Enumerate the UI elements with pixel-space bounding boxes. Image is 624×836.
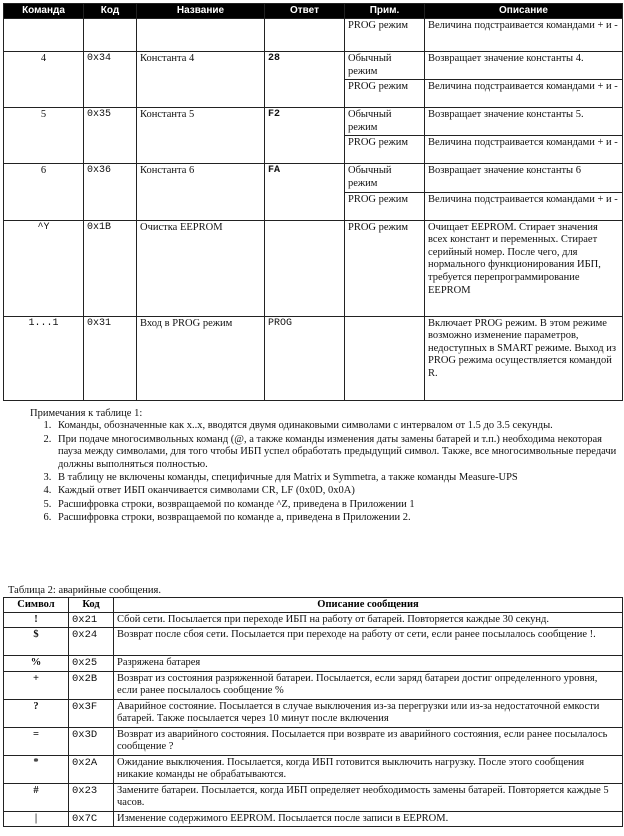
cell-symbol: = — [4, 727, 69, 755]
list-item: 4. Каждый ответ ИБП оканчивается символами CR, LF (0x0D, 0x0A) — [54, 485, 618, 497]
header-code: Код — [84, 4, 137, 19]
cell-description: Величина подстраивается командами + и - — [425, 192, 623, 220]
cell-command — [4, 19, 84, 52]
cell-code: 0x31 — [84, 316, 137, 400]
alarm-messages-table — [3, 597, 623, 827]
cell-description: Аварийное состояние. Посылается в случае выключения из-за перегрузки или из-за недостаточной емкости батарей. Также посылается через 10 минут после включения — [114, 699, 623, 727]
table1-notes — [28, 408, 618, 526]
cell-code: 0x3F — [69, 699, 114, 727]
cell-description: Очищает EEPROM. Стирает значения всех констант и переменных. Стирает серийный номер. После чего, для нормального функционирования ИБП, требуется перепрограммирование EEPROM — [425, 220, 623, 316]
cell-description: Возвращает значение константы 6 — [425, 164, 623, 192]
cell-mode: PROG режим — [345, 220, 425, 316]
cell-symbol: | — [4, 811, 69, 826]
cell-name: Константа 5 — [137, 108, 265, 164]
cell-mode: PROG режим — [345, 136, 425, 164]
table-row — [4, 656, 623, 671]
table-row — [4, 613, 623, 628]
cell-mode: PROG режим — [345, 19, 425, 52]
cell-code: 0x23 — [69, 783, 114, 811]
cell-mode: PROG режим — [345, 192, 425, 220]
cell-code: 0x36 — [84, 164, 137, 220]
cell-mode: Обычный режим — [345, 52, 425, 80]
cell-code: 0x1B — [84, 220, 137, 316]
cell-description: Величина подстраивается командами + и - — [425, 136, 623, 164]
table-row — [4, 755, 623, 783]
cell-code: 0x24 — [69, 628, 114, 656]
cell-code: 0x21 — [69, 613, 114, 628]
cell-mode — [345, 316, 425, 400]
list-item: 6. Расшифровка строки, возвращаемой по команде a, приведена в Приложении 2. — [54, 512, 618, 524]
cell-name: Вход в PROG режим — [137, 316, 265, 400]
cell-symbol: $ — [4, 628, 69, 656]
cell-mode: Обычный режим — [345, 164, 425, 192]
cell-symbol: ! — [4, 613, 69, 628]
cell-code: 0x2B — [69, 671, 114, 699]
cell-code: 0x2A — [69, 755, 114, 783]
header-code: Код — [69, 598, 114, 613]
table-row — [4, 727, 623, 755]
table-row — [4, 783, 623, 811]
cell-response: F2 — [265, 108, 345, 164]
list-item: 5. Расшифровка строки, возвращаемой по команде ^Z, приведена в Приложении 1 — [54, 499, 618, 511]
cell-symbol: ? — [4, 699, 69, 727]
notes-list — [28, 420, 618, 524]
table-row — [4, 52, 623, 80]
cell-code: 0x35 — [84, 108, 137, 164]
cell-command: 1...1 — [4, 316, 84, 400]
cell-symbol: * — [4, 755, 69, 783]
cell-response: 28 — [265, 52, 345, 108]
cell-command: 6 — [4, 164, 84, 220]
table-row — [4, 220, 623, 316]
cell-description: Величина подстраивается командами + и - — [425, 19, 623, 52]
cell-description: Сбой сети. Посылается при переходе ИБП на работу от батарей. Повторяется каждые 30 секунд. — [114, 613, 623, 628]
table-row — [4, 811, 623, 826]
header-note: Прим. — [345, 4, 425, 19]
cell-mode: Обычный режим — [345, 108, 425, 136]
cell-code: 0x34 — [84, 52, 137, 108]
header-symbol: Символ — [4, 598, 69, 613]
cell-symbol: % — [4, 656, 69, 671]
cell-command: ^Y — [4, 220, 84, 316]
cell-command: 5 — [4, 108, 84, 164]
cell-name: Константа 4 — [137, 52, 265, 108]
cell-description: Замените батареи. Посылается, когда ИБП определяет необходимость замены батарей. Повторяется каждые 5 часов. — [114, 783, 623, 811]
list-item: 3. В таблицу не включены команды, специфичные для Matrix и Symmetra, а также команды Measure-UPS — [54, 472, 618, 484]
list-item: 1. Команды, обозначенные как x..x, вводятся двумя одинаковыми символами с интервалом от 1.5 до 3.5 секунды. — [54, 420, 618, 432]
table-row — [4, 19, 623, 52]
cell-command: 4 — [4, 52, 84, 108]
cell-symbol: + — [4, 671, 69, 699]
notes-heading: Примечания к таблице 1: — [30, 408, 143, 419]
cell-code: 0x25 — [69, 656, 114, 671]
cell-description: Величина подстраивается командами + и - — [425, 80, 623, 108]
commands-table — [3, 3, 623, 401]
cell-name — [137, 19, 265, 52]
cell-description: Возврат после сбоя сети. Посылается при переходе на работу от сети, если ранее посылалось сообщение !. — [114, 628, 623, 656]
cell-response — [265, 19, 345, 52]
cell-symbol: # — [4, 783, 69, 811]
table-row — [4, 628, 623, 656]
cell-name: Очистка EEPROM — [137, 220, 265, 316]
header-command: Команда — [4, 4, 84, 19]
table-row — [4, 164, 623, 192]
cell-code: 0x3D — [69, 727, 114, 755]
cell-description: Возврат из аварийного состояния. Посылается при возврате из аварийного состояния, если ранее посылалось сообщение ? — [114, 727, 623, 755]
header-message-description: Описание сообщения — [114, 598, 623, 613]
header-description: Описание — [425, 4, 623, 19]
cell-mode: PROG режим — [345, 80, 425, 108]
table-row — [4, 108, 623, 136]
cell-description: Возврат из состояния разряженной батареи. Посылается, если заряд батареи достиг определенного уровня, если ранее посылалось сообщение % — [114, 671, 623, 699]
cell-response: PROG — [265, 316, 345, 400]
alarm-table-header — [4, 598, 623, 613]
cell-response — [265, 220, 345, 316]
cell-response: FA — [265, 164, 345, 220]
cell-description: Ожидание выключения. Посылается, когда ИБП готовится выключить нагрузку. После этого сообщения никакие команды не обрабатываются. — [114, 755, 623, 783]
cell-description: Изменение содержимого EEPROM. Посылается после записи в EEPROM. — [114, 811, 623, 826]
cell-code — [84, 19, 137, 52]
commands-table-header — [4, 4, 623, 19]
header-name: Название — [137, 4, 265, 19]
cell-description: Разряжена батарея — [114, 656, 623, 671]
cell-description: Возвращает значение константы 5. — [425, 108, 623, 136]
cell-description: Возвращает значение константы 4. — [425, 52, 623, 80]
table-row — [4, 316, 623, 400]
table2-caption: Таблица 2: аварийные сообщения. — [8, 585, 161, 596]
cell-code: 0x7C — [69, 811, 114, 826]
cell-description: Включает PROG режим. В этом режиме возможно изменение параметров, недоступных в SMART режиме. Выход из PROG режима осуществляется командой R. — [425, 316, 623, 400]
header-response: Ответ — [265, 4, 345, 19]
table-row — [4, 671, 623, 699]
cell-name: Константа 6 — [137, 164, 265, 220]
table-row — [4, 699, 623, 727]
list-item: 2. При подаче многосимвольных команд (@, а также команды изменения даты замены батарей и т.п.) необходима некоторая пауза между символами, для того чтобы ИБП успел обработать предыдущий символ. Также, все многосимвольные передачи должны выполняться полностью. — [54, 434, 618, 471]
